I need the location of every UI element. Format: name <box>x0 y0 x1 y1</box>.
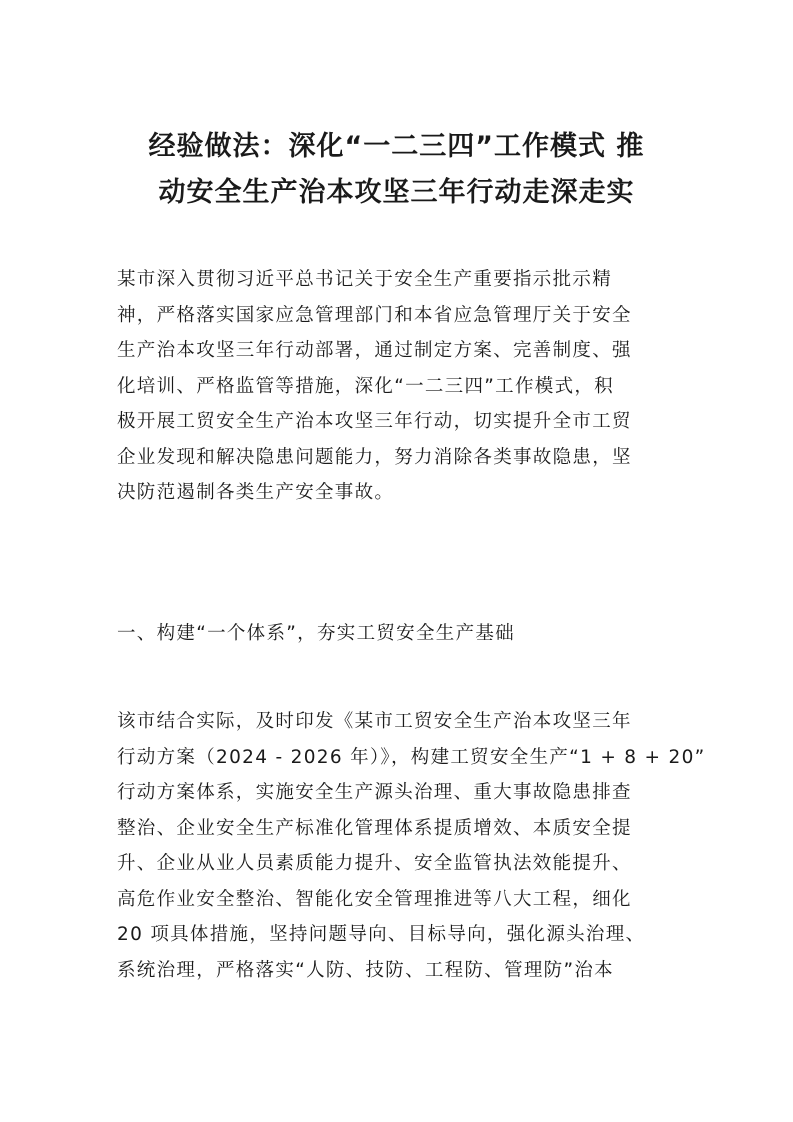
intro-paragraph <box>117 262 681 511</box>
text-line: 决防范遏制各类生产安全事故。 <box>117 482 395 503</box>
section-paragraph <box>117 704 706 988</box>
text-line: 高危作业安全整治、智能化安全管理推进等八大工程，细化 <box>117 888 632 910</box>
text-line: 神，严格落实国家应急管理部门和本省应急管理厅关于安全 <box>117 304 632 326</box>
text-line: 生产治本攻坚三年行动部署，通过制定方案、完善制度、强 <box>117 340 632 361</box>
section-heading <box>117 616 681 652</box>
text-line: 升、企业从业人员素质能力提升、安全监管执法效能提升、 <box>117 853 632 874</box>
text-line: 系统治理，严格落实“人防、技防、工程防、管理防”治本 <box>117 959 614 981</box>
text-line: 某市深入贯彻习近平总书记关于安全生产重要指示批示精 <box>117 269 613 290</box>
section-heading-text: 一、构建“一个体系”，夯实工贸安全生产基础 <box>117 623 515 644</box>
document-title <box>100 124 693 216</box>
text-line: 企业发现和解决隐患问题能力，努力消除各类事故隐患，坚 <box>117 446 632 468</box>
text-line: 行动方案（2024 - 2026 年）》，构建工贸安全生产“1 + 8 + 20” <box>117 746 706 768</box>
text-line: 化培训、严格监管等措施，深化“一二三四”工作模式，积 <box>117 375 614 397</box>
text-line: 20 项具体措施，坚持问题导向、目标导向，强化源头治理、 <box>117 924 646 945</box>
text-line: 该市结合实际，及时印发《某市工贸安全生产治本攻坚三年 <box>117 711 632 732</box>
text-line: 整治、企业安全生产标准化管理体系提质增效、本质安全提 <box>117 817 632 839</box>
title-line-1: 经验做法：深化“一二三四”工作模式 推 <box>148 131 645 162</box>
title-line-2: 动安全生产治本攻坚三年行动走深走实 <box>158 177 635 208</box>
text-line: 行动方案体系，实施安全生产源头治理、重大事故隐患排查 <box>117 782 632 803</box>
text-line: 极开展工贸安全生产治本攻坚三年行动，切实提升全市工贸 <box>117 411 632 432</box>
